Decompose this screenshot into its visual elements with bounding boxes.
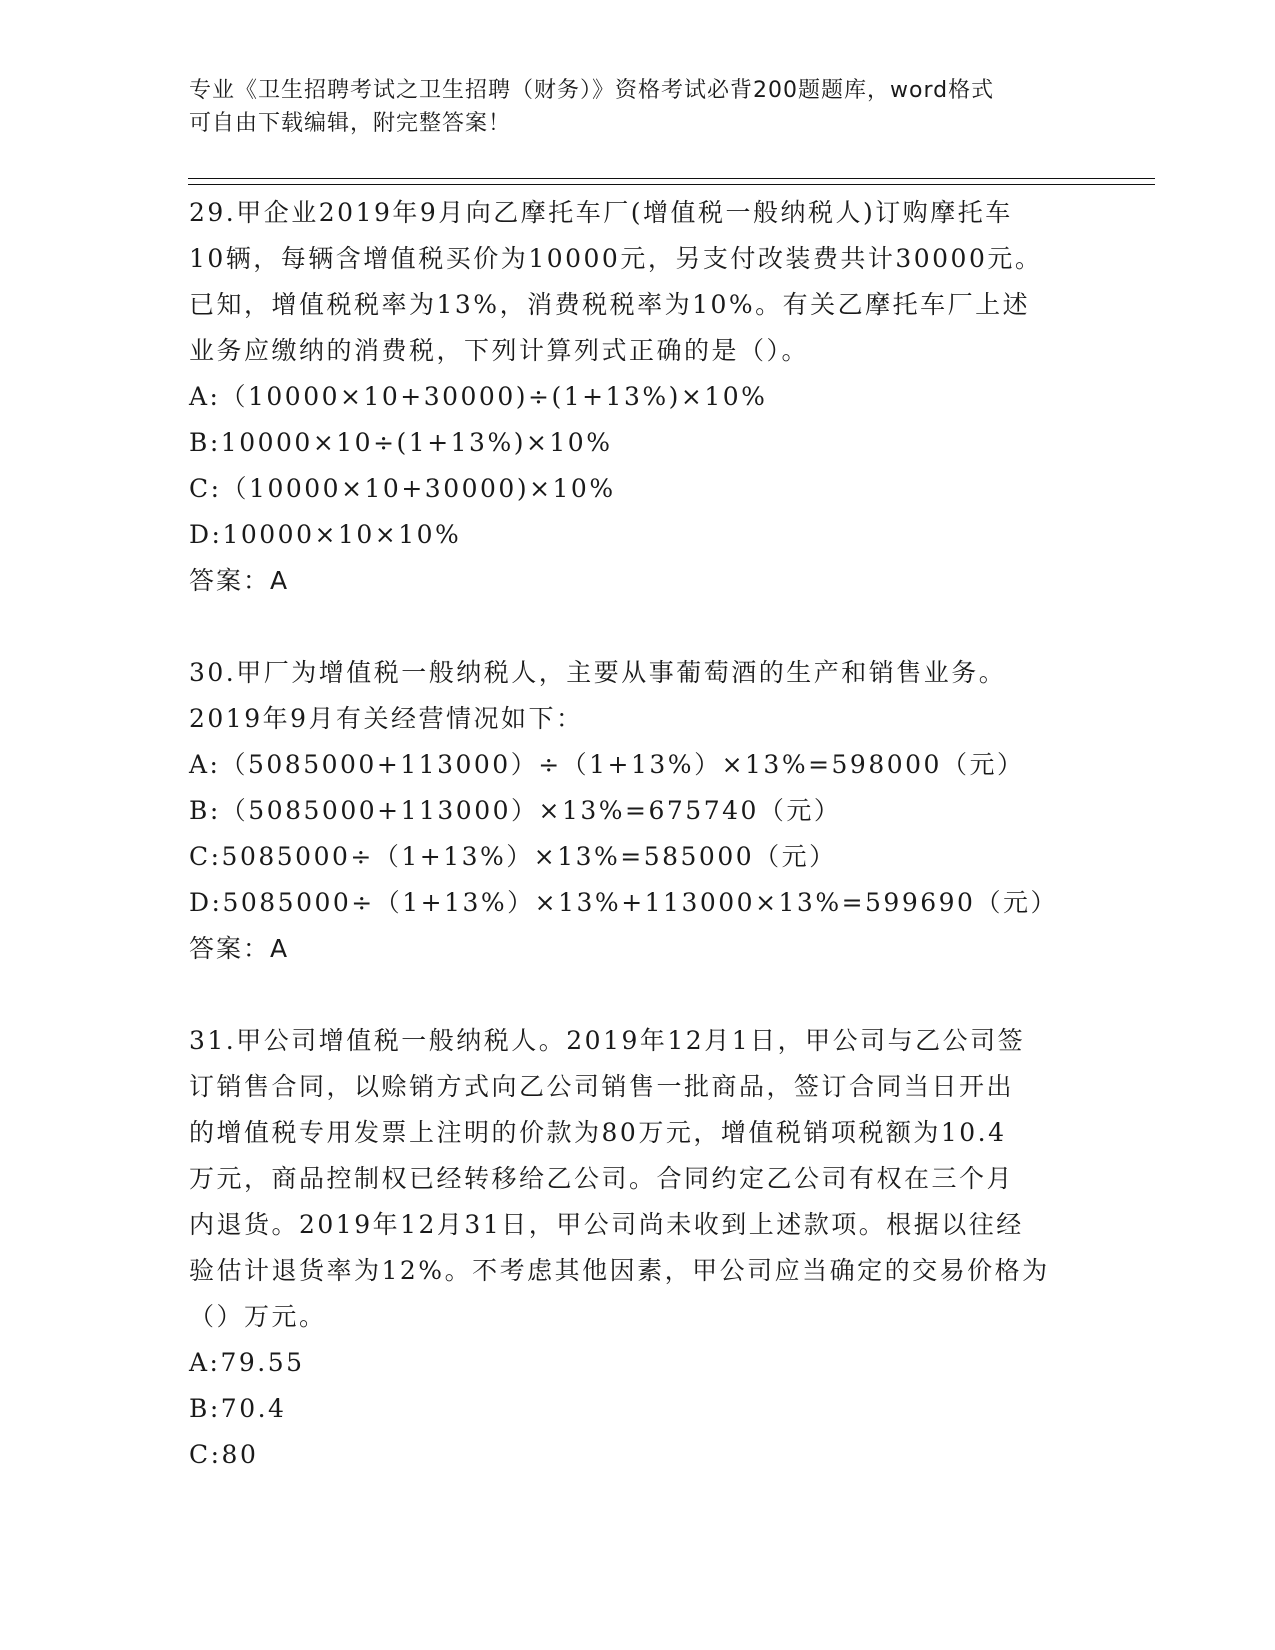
question-text-line: 31.甲公司增值税一般纳税人。2019年12月1日，甲公司与乙公司签 <box>189 1026 1026 1055</box>
question-text-line: 万元，商品控制权已经转移给乙公司。合同约定乙公司有权在三个月 <box>189 1164 1015 1193</box>
header-divider-top <box>188 178 1155 179</box>
header-title-line-1: 专业《卫生招聘考试之卫生招聘（财务）》资格考试必背200题题库，word格式 <box>189 78 995 103</box>
question-spacer <box>189 604 1089 650</box>
option-c: C:5085000÷（1+13%）×13%=585000（元） <box>189 842 837 871</box>
question-29 <box>189 190 1089 604</box>
question-30 <box>189 650 1089 972</box>
option-b: B:（5085000+113000）×13%=675740（元） <box>189 796 842 825</box>
answer-label: 答案：A <box>189 934 290 963</box>
option-d: D:5085000÷（1+13%）×13%+113000×13%=599690（元） <box>189 888 1058 917</box>
question-text-line: （）万元。 <box>189 1302 327 1331</box>
question-text-line: 2019年9月有关经营情况如下： <box>189 704 584 733</box>
question-text-line: 的增值税专用发票上注明的价款为80万元，增值税销项税额为10.4 <box>189 1118 1007 1147</box>
question-text-line: 业务应缴纳的消费税，下列计算列式正确的是（）。 <box>189 336 810 365</box>
document-header <box>189 74 1089 140</box>
question-text-line: 29.甲企业2019年9月向乙摩托车厂(增值税一般纳税人)订购摩托车 <box>189 198 1013 227</box>
answer-label: 答案：A <box>189 566 290 595</box>
option-a: A:（10000×10+30000)÷(1+13%)×10% <box>189 382 768 411</box>
option-c: C:（10000×10+30000)×10% <box>189 474 616 503</box>
question-spacer <box>189 972 1089 1018</box>
header-title-line-2: 可自由下载编辑，附完整答案！ <box>189 111 512 136</box>
question-text-line: 已知，增值税税率为13%，消费税税率为10%。有关乙摩托车厂上述 <box>189 290 1031 319</box>
option-a: A:（5085000+113000）÷（1+13%）×13%=598000（元） <box>189 750 1025 779</box>
question-text-line: 订销售合同，以赊销方式向乙公司销售一批商品，签订合同当日开出 <box>189 1072 1015 1101</box>
question-31 <box>189 1018 1089 1478</box>
question-text-line: 10辆，每辆含增值税买价为10000元，另支付改装费共计30000元。 <box>189 244 1043 273</box>
question-text-line: 内退货。2019年12月31日，甲公司尚未收到上述款项。根据以往经 <box>189 1210 1024 1239</box>
question-text-line: 验估计退货率为12%。不考虑其他因素，甲公司应当确定的交易价格为 <box>189 1256 1050 1285</box>
option-c: C:80 <box>189 1440 259 1469</box>
header-divider-bottom <box>188 184 1155 185</box>
option-a: A:79.55 <box>189 1348 305 1377</box>
option-b: B:70.4 <box>189 1394 287 1423</box>
question-list <box>189 190 1089 1478</box>
option-b: B:10000×10÷(1+13%)×10% <box>189 428 613 457</box>
question-text-line: 30.甲厂为增值税一般纳税人，主要从事葡萄酒的生产和销售业务。 <box>189 658 1007 687</box>
option-d: D:10000×10×10% <box>189 520 462 549</box>
